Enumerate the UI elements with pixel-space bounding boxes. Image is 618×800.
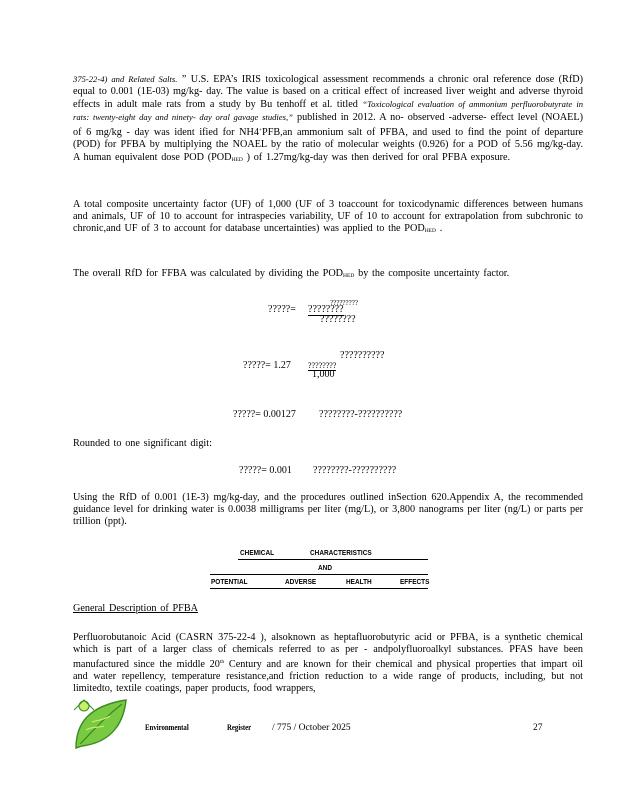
heading-rule	[238, 559, 428, 560]
equation-lhs: ?????= 0.00127	[233, 409, 296, 420]
heading-word: HEALTH	[346, 577, 372, 586]
paragraph-rfd-calculation	[73, 268, 583, 282]
equation-rhs: ????????-??????????	[313, 465, 397, 476]
equation-denominator: ????????	[320, 314, 356, 325]
footer-issue: / 775 / October 2025	[272, 723, 351, 733]
subscript-hed: HED	[231, 156, 243, 163]
subscript-hed: HED	[343, 273, 355, 279]
footer-register: Register	[227, 723, 252, 732]
heading-rule	[210, 574, 428, 575]
subscript-hed: HED	[424, 228, 436, 235]
paragraph-pfba-description	[73, 632, 583, 695]
paragraph-text: .	[436, 223, 443, 235]
heading-word: AND	[318, 563, 332, 572]
paragraph-text: Perfluorobutanoic Acid (CASRN 375-22-4 ), alsoknown as heptafluorobutyric acid or PFBA, is a synthetic chemical which is part of a larger class of chemicals referred to as per - andpolyfluoroalkyl substances. PFAS have been manufactured since the middle 20	[73, 632, 583, 671]
paragraph-text: published in 2012. A no- observed -adverse- effect level (NOAEL) of 6 mg/kg - day was ident ified for NH4	[73, 112, 583, 139]
heading-rule	[210, 588, 428, 589]
paragraph-text: A total composite uncertainty factor (UF) of 1,000 (UF of 3 toaccount for toxicodynamic differences between humans and animals, UF of 10 to account for intraspecies variability, UF of 10 to account for extrapolation from subchronic to chronic,and UF of 3 to account for database uncertainties) was applied to the POD	[73, 199, 583, 235]
paragraph-text: The overall RfD for FFBA was calculated by dividing the POD	[73, 268, 344, 279]
heading-word: ADVERSE	[285, 577, 317, 586]
heading-word: CHEMICAL	[240, 548, 275, 557]
equation-lhs: ?????=	[268, 304, 296, 315]
rounded-note: Rounded to one significant digit:	[73, 438, 212, 449]
equation-rhs: ????????-??????????	[319, 409, 403, 420]
superscript: th	[219, 659, 225, 666]
subheading-general-description: General Description of PFBA	[73, 603, 198, 614]
leaf-logo-icon	[70, 696, 134, 752]
heading-word: EFFECTS	[400, 577, 430, 586]
study-title-italic: “Toxicological evaluation of ammonium perfluorobutyrate in rats: twenty-eight day and ninety- day oral gavage studies,”	[73, 99, 584, 123]
heading-word: CHARACTERISTICS	[310, 548, 372, 557]
equation-lhs: ?????= 0.001	[239, 465, 292, 476]
paragraph-text: ” U.S. EPA’s IRIS toxicological assessment recommends a chronic oral reference dose (RfD) equal to 0.001 (1E-03) mg/kg- day. The value is based on a critical effect of increased liver weight and adverse thyroid effects in adult male rats from a study by Bu tenhoff et al. titled	[73, 74, 583, 111]
paragraph-guidance-level	[73, 492, 583, 528]
equation-numerator: ????????	[308, 361, 337, 370]
paragraph-rfd-recommendation	[73, 73, 583, 166]
equation-numerator-over: ??????????	[340, 350, 385, 361]
footer-page-number: 27	[533, 723, 543, 733]
equation-denominator: 1,000	[312, 369, 335, 380]
paragraph-text: Using the RfD of 0.001 (1E-3) mg/kg-day, and the procedures outlined inSection 620.Appendix A, the recommended guidance level for drinking water is 0.0038 milligrams per liter (mg/L), or 3,800 nanograms per liter (ng/L) or parts per trillion (ppt).	[73, 492, 583, 528]
paragraph-uncertainty-factor	[73, 199, 583, 237]
paragraph-text: ) of 1.27mg/kg-day was then derived for oral PFBA exposure.	[242, 151, 511, 163]
equation-numerator-over: ?????????	[330, 299, 358, 307]
footer-publication: Environmental	[145, 723, 189, 732]
paragraph-text: by the composite uncertainty factor.	[354, 268, 510, 279]
reference-italic: 375-22-4) and Related Salts.	[73, 74, 178, 84]
paragraph-text: Century and are known for their chemical and physical properties that impart oil and water repellency, temperature resistance,and friction reduction to a wide range of products, including, but not limitedto, textile coatings, paper products, food wrappers,	[73, 659, 583, 695]
equation-lhs: ?????= 1.27	[243, 360, 291, 371]
equation-numerator: ????????	[308, 304, 344, 315]
heading-word: POTENTIAL	[211, 577, 248, 586]
paragraph-text: PFB,an ammonium salt of PFBA, and used to find the point of departure (POD) for PFBA by multiplying the NOAEL by the ratio of molecular weights (0.926) for a POD of 5.56 mg/kg-day. A human equivalent dose POD (POD	[73, 127, 583, 163]
superscript: +	[258, 127, 263, 134]
